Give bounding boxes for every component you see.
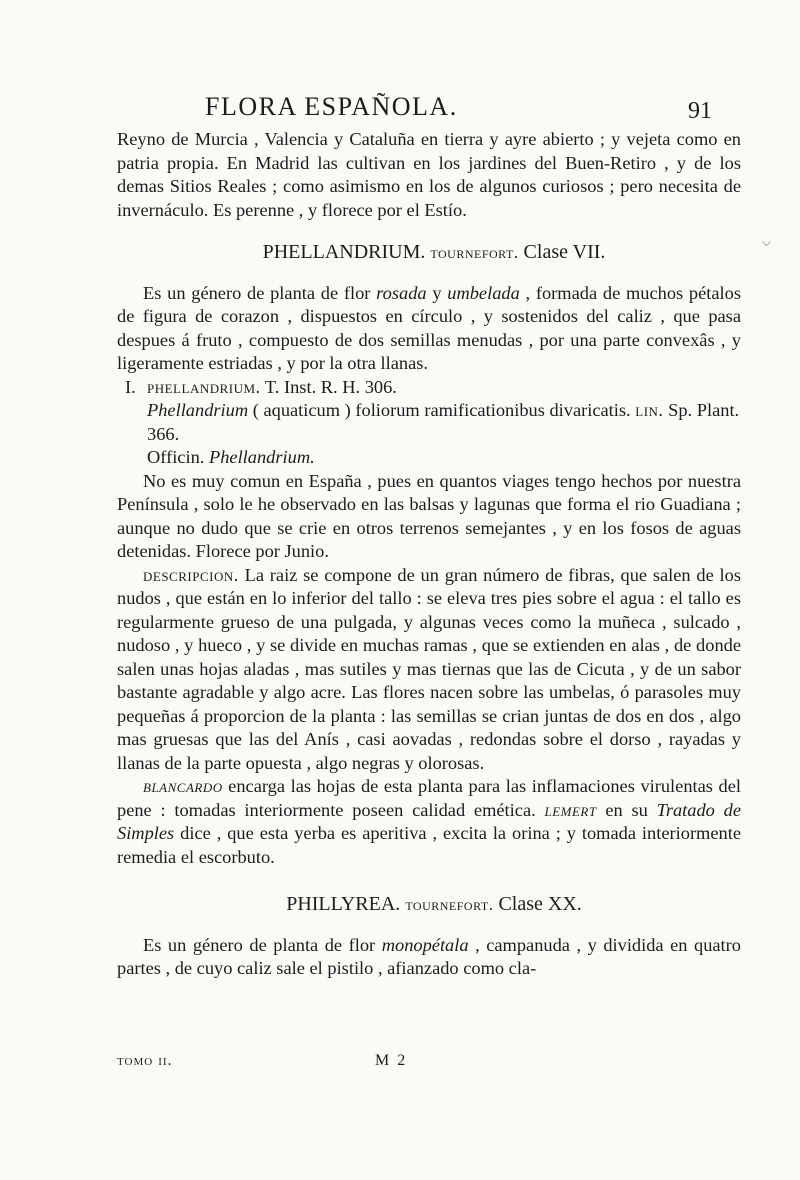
volume-label: tomo ii. — [117, 1052, 173, 1069]
genus-description — [117, 282, 741, 376]
uses-text: en su — [596, 799, 657, 820]
desc-text: Es un género de planta de flor — [143, 934, 382, 955]
linnaean-entry — [117, 399, 741, 446]
book-title: Tratado de Simples — [117, 799, 741, 843]
author-blancardo: blancardo — [143, 776, 223, 796]
page-body — [117, 128, 741, 981]
author-lemert: lemert — [544, 799, 597, 820]
genus-name: PHELLANDRIUM. — [262, 241, 426, 263]
desc-term: rosada — [376, 282, 427, 303]
page-footer — [117, 1052, 517, 1070]
genus-author: tournefort. — [430, 243, 519, 262]
officinal-label: Officin. — [147, 447, 209, 467]
margin-mark: ⌵ — [762, 235, 772, 249]
linnaean-name: Phellandrium — [147, 400, 249, 420]
species-reference: T. Inst. R. H. 306. — [260, 376, 397, 397]
officinal-name: Phellandrium. — [208, 447, 315, 467]
genus-class: Clase XX. — [498, 893, 582, 915]
genus-heading-phillyrea — [117, 893, 741, 917]
uses-text: encarga las hojas de esta planta para las inflamaciones virulentas del pene : tomadas interiormente poseen calidad emética. — [117, 776, 741, 820]
page-number: 91 — [688, 98, 712, 124]
desc-text: , campanuda , y dividida en quatro partes , de cuyo caliz sale el pistilo , afianzado como cla- — [117, 934, 741, 978]
desc-text: y — [426, 282, 448, 303]
intro-paragraph: Reyno de Murcia , Valencia y Cataluña en tierra y ayre abierto ; y vejeta como en patria propia. En Madrid las cultivan en los jardines del Buen-Retiro , y de los demas Sitios Reales ; como asimismo en los de algunos curiosos ; pero necesita de invernáculo. Es perenne , y florece por el Estío. — [117, 129, 741, 220]
running-head: FLORA ESPAÑOLA. — [205, 92, 458, 121]
uses-text: dice , que esta yerba es aperitiva , excita la orina ; y tomada interiormente remedia el escorbuto. — [117, 823, 741, 867]
desc-term: umbelada — [447, 282, 520, 303]
habitat-paragraph: No es muy comun en España , pues en quantos viages tengo hechos por nuestra Península , solo le he observado en las balsas y lagunas que forma el rio Guadiana ; aunque no dudo que se crie en otros terrenos semejantes , y en los fosos de aguas detenidas. Florece por Junio. — [117, 470, 741, 561]
page-header — [0, 92, 800, 132]
descripcion-text: La raiz se compone de un gran número de fibras, que salen de los nudos , que están en lo inferior del tallo : se eleva tres pies sobre el agua : el tallo es regularmente grueso de una pulgada, y algunas veces como la muñeca , sulcado , nudoso , y hueco , y se divide en muchas ramas , que se extienden en alas , de donde salen unas hojas aladas , mas sutiles y mas tiernas que las de Cicuta , y de un sabor bastante agradable y algo acre. Las flores nacen sobre las umbelas, ó parasoles muy pequeñas á proporcion de la planta : las semillas se crian juntas de dos en dos , algo mas gruesas que las del Anís , casi aovadas , redondas sobre el dorso , rayadas y llanas de la parte opuesta , algo negras y olorosas. — [117, 564, 741, 773]
descripcion-label: descripcion. — [143, 564, 239, 585]
desc-term: monopétala — [381, 934, 469, 955]
officinal-entry — [117, 446, 741, 470]
description-paragraph — [117, 564, 741, 776]
signature-mark: M 2 — [375, 1052, 408, 1069]
uses-paragraph — [117, 775, 741, 869]
genus-class: Clase VII. — [523, 241, 606, 263]
genus-name: PHILLYREA. — [286, 893, 401, 915]
genus-heading-phellandrium — [117, 241, 741, 265]
species-name: phellandrium. — [147, 376, 261, 397]
species-entry — [117, 376, 741, 470]
desc-text: Es un género de planta de flor — [143, 282, 377, 303]
genus-author: tournefort. — [405, 895, 494, 914]
linnaeus-abbrev: lin. — [635, 400, 664, 420]
species-number: I. — [125, 376, 136, 397]
linnaean-description: ( aquaticum ) foliorum ramificationibus divaricatis. — [248, 400, 636, 420]
genus-description — [117, 934, 741, 981]
desc-text: , formada de muchos pétalos de figura de corazon , dispuestos en círculo , y sostenidos del caliz , que pasa despues á fruto , compuesto de dos semillas menudas , por una parte convexâs , y ligeramente estriadas , y por la otra llanas. — [117, 282, 741, 373]
linnaean-reference: Sp. Plant. 366. — [147, 400, 740, 444]
